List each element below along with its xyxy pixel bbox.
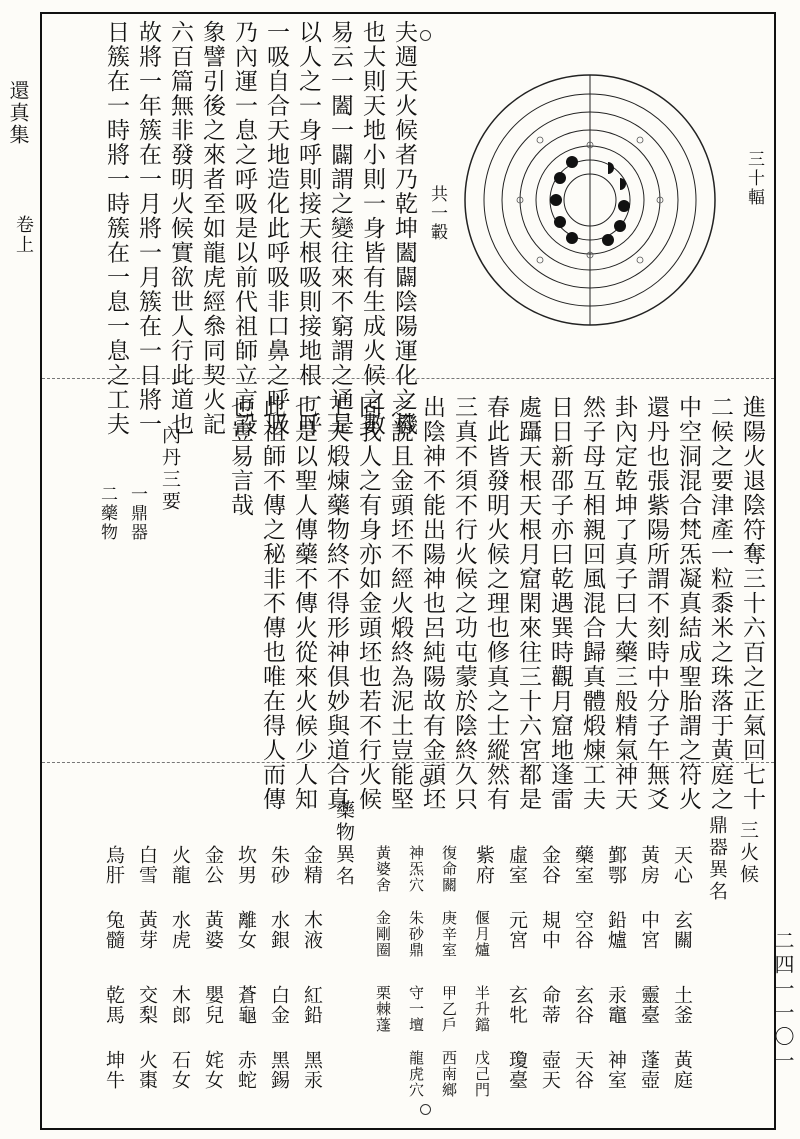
glossary-term: 元宮 <box>506 910 528 950</box>
glossary-term: 坤牛 <box>103 1050 125 1090</box>
glossary-term: 火棗 <box>136 1050 158 1090</box>
glossary-term: 守一壇 <box>407 985 425 1033</box>
text-column: 易云一闔一闢謂之變往來不窮謂之通是 <box>327 20 353 437</box>
book-title: 還真集 <box>6 80 30 146</box>
glossary-term: 栗棘蓬 <box>374 985 392 1033</box>
glossary-term: 庚辛室 <box>440 910 458 958</box>
text-column: 也是以聖人傳藥不傳火從來火候少人知 <box>291 395 317 812</box>
glossary-term: 金谷 <box>539 845 561 885</box>
glossary-term: 火龍 <box>169 845 191 885</box>
glossary-term: 交梨 <box>136 985 158 1025</box>
glossary-term: 黃婆舍 <box>374 845 392 893</box>
glossary-term: 中宮 <box>638 910 660 950</box>
glossary-term: 白金 <box>268 985 290 1025</box>
glossary-term: 鄞鄂 <box>605 845 627 885</box>
text-column: 工夫煅煉藥物終不得形神俱妙與道合真 <box>323 395 349 812</box>
volume-label: 卷上 <box>13 215 34 255</box>
text-column: 固我人之有身亦如金頭坯也若不行火候 <box>355 395 381 812</box>
circle-marker <box>420 1104 431 1115</box>
text-column: 日簇在一時將一時簇在一息一息之工夫 <box>103 20 129 437</box>
glossary-term: 甲乙戶 <box>440 985 458 1033</box>
text-column: 日日新邵子亦曰乾遇巽時觀月窟地逢雷 <box>547 395 573 812</box>
glossary-term: 天心 <box>671 845 693 885</box>
text-column: 象譬引後之來者至如龍虎經叅同契火記 <box>199 20 225 437</box>
text-column: 處躡天根天根月窟閑來往三十六宮都是 <box>515 395 541 812</box>
glossary-term: 天谷 <box>572 1050 594 1090</box>
glossary-term: 虛室 <box>506 845 528 885</box>
glossary-term: 神室 <box>605 1050 627 1090</box>
glossary-term: 空谷 <box>572 910 594 950</box>
glossary-term: 汞竈 <box>605 985 627 1025</box>
section-title: 鼎器異名 <box>706 815 728 903</box>
text-column: 也大則天地小則一身皆有生成火候之數 <box>359 20 385 437</box>
glossary-term: 玄關 <box>671 910 693 950</box>
glossary-term: 半升鐺 <box>473 985 491 1033</box>
circle-marker <box>420 30 431 41</box>
glossary-term: 靈臺 <box>638 985 660 1025</box>
glossary-term: 金公 <box>202 845 224 885</box>
glossary-term: 赤蛇 <box>235 1050 257 1090</box>
glossary-term: 壺天 <box>539 1050 561 1090</box>
glossary-term: 蒼龜 <box>235 985 257 1025</box>
glossary-term: 金剛圈 <box>374 910 392 958</box>
glossary-term: 紅鉛 <box>301 985 323 1025</box>
text-column: 三真不須不行火候之功屯蒙於陰終久只 <box>451 395 477 812</box>
text-column: 二候之要津產一粒黍米之珠落于黃庭之 <box>707 395 733 812</box>
glossary-term: 偃月爐 <box>473 910 491 958</box>
glossary-term: 離女 <box>235 910 257 950</box>
glossary-term: 白雪 <box>136 845 158 885</box>
section-heading: 內丹三要 <box>159 425 181 513</box>
glossary-term: 乾馬 <box>103 985 125 1025</box>
text-column: 故將一年簇在一月將一月簇在一日將一 <box>135 20 161 437</box>
glossary-term: 神炁穴 <box>407 845 425 893</box>
diagram-caption: 共一轂 <box>427 185 447 242</box>
glossary-term: 木液 <box>301 910 323 950</box>
glossary-term: 龍虎穴 <box>407 1050 425 1098</box>
text-column: 還丹也張紫陽所謂不刻時中分子午無爻 <box>643 395 669 812</box>
wheel-diagram <box>460 70 720 330</box>
section-title: 藥物異名 <box>333 800 355 888</box>
glossary-term: 復命關 <box>440 845 458 893</box>
section-sub-item: 一鼎器 <box>127 485 147 542</box>
glossary-term: 水銀 <box>268 910 290 950</box>
text-column: 六百篇無非發明火候實欲世人行此道也 <box>167 20 193 437</box>
glossary-term: 玄谷 <box>572 985 594 1025</box>
glossary-term: 玄牝 <box>506 985 528 1025</box>
glossary-term: 蓬壺 <box>638 1050 660 1090</box>
glossary-term: 木郎 <box>169 985 191 1025</box>
text-column: 春此皆發明火候之理也修真之士縱然有 <box>483 395 509 812</box>
text-column: 一吸自合天地造化此呼吸非口鼻之呼吸 <box>263 20 289 437</box>
text-column: 中空洞混合梵炁凝真結成聖胎謂之符火 <box>675 395 701 812</box>
glossary-term: 黃庭 <box>671 1050 693 1090</box>
glossary-term: 土釜 <box>671 985 693 1025</box>
glossary-term: 黃房 <box>638 845 660 885</box>
text-column: 乃內運一息之呼吸是以前代祖師立言設 <box>231 20 257 437</box>
text-column: 卦內定乾坤了真子曰大藥三般精氣神天 <box>611 395 637 812</box>
glossary-term: 規中 <box>539 910 561 950</box>
glossary-term: 朱砂鼎 <box>407 910 425 958</box>
text-column: 然子母互相親回風混合歸真體煅煉工夫 <box>579 395 605 812</box>
glossary-term: 黃婆 <box>202 910 224 950</box>
text-column: 出陰神不能出陽神也呂純陽故有金頭坯 <box>419 395 445 812</box>
glossary-term: 藥室 <box>572 845 594 885</box>
glossary-term: 命蒂 <box>539 985 561 1025</box>
glossary-term: 姹女 <box>202 1050 224 1090</box>
glossary-term: 金精 <box>301 845 323 885</box>
section-sub-item: 二藥物 <box>97 485 117 542</box>
glossary-term: 鉛爐 <box>605 910 627 950</box>
glossary-term: 石女 <box>169 1050 191 1090</box>
glossary-term: 水虎 <box>169 910 191 950</box>
glossary-term: 西南鄉 <box>440 1050 458 1098</box>
glossary-term: 嬰兒 <box>202 985 224 1025</box>
glossary-term: 瓊臺 <box>506 1050 528 1090</box>
glossary-term: 兔髓 <box>103 910 125 950</box>
glossary-term: 黃芽 <box>136 910 158 950</box>
text-column: 也豈易言哉 <box>227 395 253 518</box>
glossary-term: 坎男 <box>235 845 257 885</box>
diagram-side-label: 三十輻 <box>744 150 764 207</box>
glossary-term: 黑錫 <box>268 1050 290 1090</box>
glossary-term: 烏肝 <box>103 845 125 885</box>
glossary-term: 戊己門 <box>473 1050 491 1098</box>
text-column: 進陽火退陰符奪三十六百之正氣回七十 <box>739 395 765 812</box>
text-column: 之說且金頭坯不經火煅終為泥土豈能堅 <box>387 395 413 812</box>
page-number: 二四一一〇一 <box>771 930 795 1074</box>
glossary-term: 朱砂 <box>268 845 290 885</box>
text-column: 以人之一身呼則接天根吸則接地根一呼 <box>295 20 321 437</box>
section-title: 三火候 <box>737 820 759 886</box>
text-column: 此祖師不傳之秘非不傳也唯在得人而傳 <box>259 395 285 812</box>
text-column: 夫週天火候者乃乾坤闔闢陰陽運化之機 <box>391 20 417 437</box>
glossary-term: 紫府 <box>473 845 495 885</box>
glossary-term: 黑汞 <box>301 1050 323 1090</box>
